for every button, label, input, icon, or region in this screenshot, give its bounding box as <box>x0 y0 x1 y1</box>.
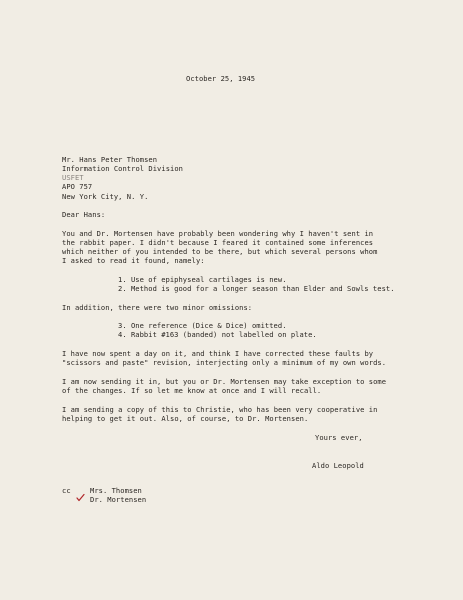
address-line: New York City, N. Y. <box>62 192 149 201</box>
paragraph-2: In addition, there were two minor omissions: <box>62 303 253 312</box>
list-item: 3. One reference (Dice & Dice) omitted. <box>118 321 287 330</box>
cc-label: cc <box>62 486 71 495</box>
signature-name: Aldo Leopold <box>312 461 364 470</box>
address-line: Information Control Division <box>62 164 183 173</box>
cc-recipient: Mrs. Thomsen <box>90 486 142 495</box>
cc-recipient: Dr. Mortensen <box>90 495 147 504</box>
text-line: helping to get it out. Also, of course, to Dr. Mortensen. <box>62 414 309 423</box>
text-line: "scissors and paste" revision, interjecting only a minimum of my own words. <box>62 358 387 367</box>
letter-date: October 25, 1945 <box>186 74 256 83</box>
salutation: Dear Hans: <box>62 210 106 219</box>
text-line: I am sending a copy of this to Christie, who has been very cooperative in <box>62 405 378 414</box>
address-line: USFET <box>62 173 84 182</box>
list-item: 1. Use of epiphyseal cartilages is new. <box>118 275 287 284</box>
address-line: APO 757 <box>62 182 93 191</box>
text-line: of the changes. If so let me know at once and I will recall. <box>62 386 322 395</box>
address-line: Mr. Hans Peter Thomsen <box>62 155 158 164</box>
text-line: which neither of you intended to be there, but which several persons whom <box>62 247 378 256</box>
text-line: I am now sending it in, but you or Dr. Mortensen may take exception to some <box>62 377 387 386</box>
closing: Yours ever, <box>315 433 363 442</box>
list-item: 2. Method is good for a longer season than Elder and Sowls test. <box>118 284 395 293</box>
text-line: the rabbit paper. I didn't because I feared it contained some inferences <box>62 238 374 247</box>
text-line: I asked to read it found, namely: <box>62 256 205 265</box>
text-line: I have now spent a day on it, and think I have corrected these faults by <box>62 349 374 358</box>
text-line: You and Dr. Mortensen have probably been wondering why I haven't sent in <box>62 229 374 238</box>
check-mark-icon <box>76 493 85 502</box>
list-item: 4. Rabbit #163 (banded) not labelled on plate. <box>118 330 317 339</box>
